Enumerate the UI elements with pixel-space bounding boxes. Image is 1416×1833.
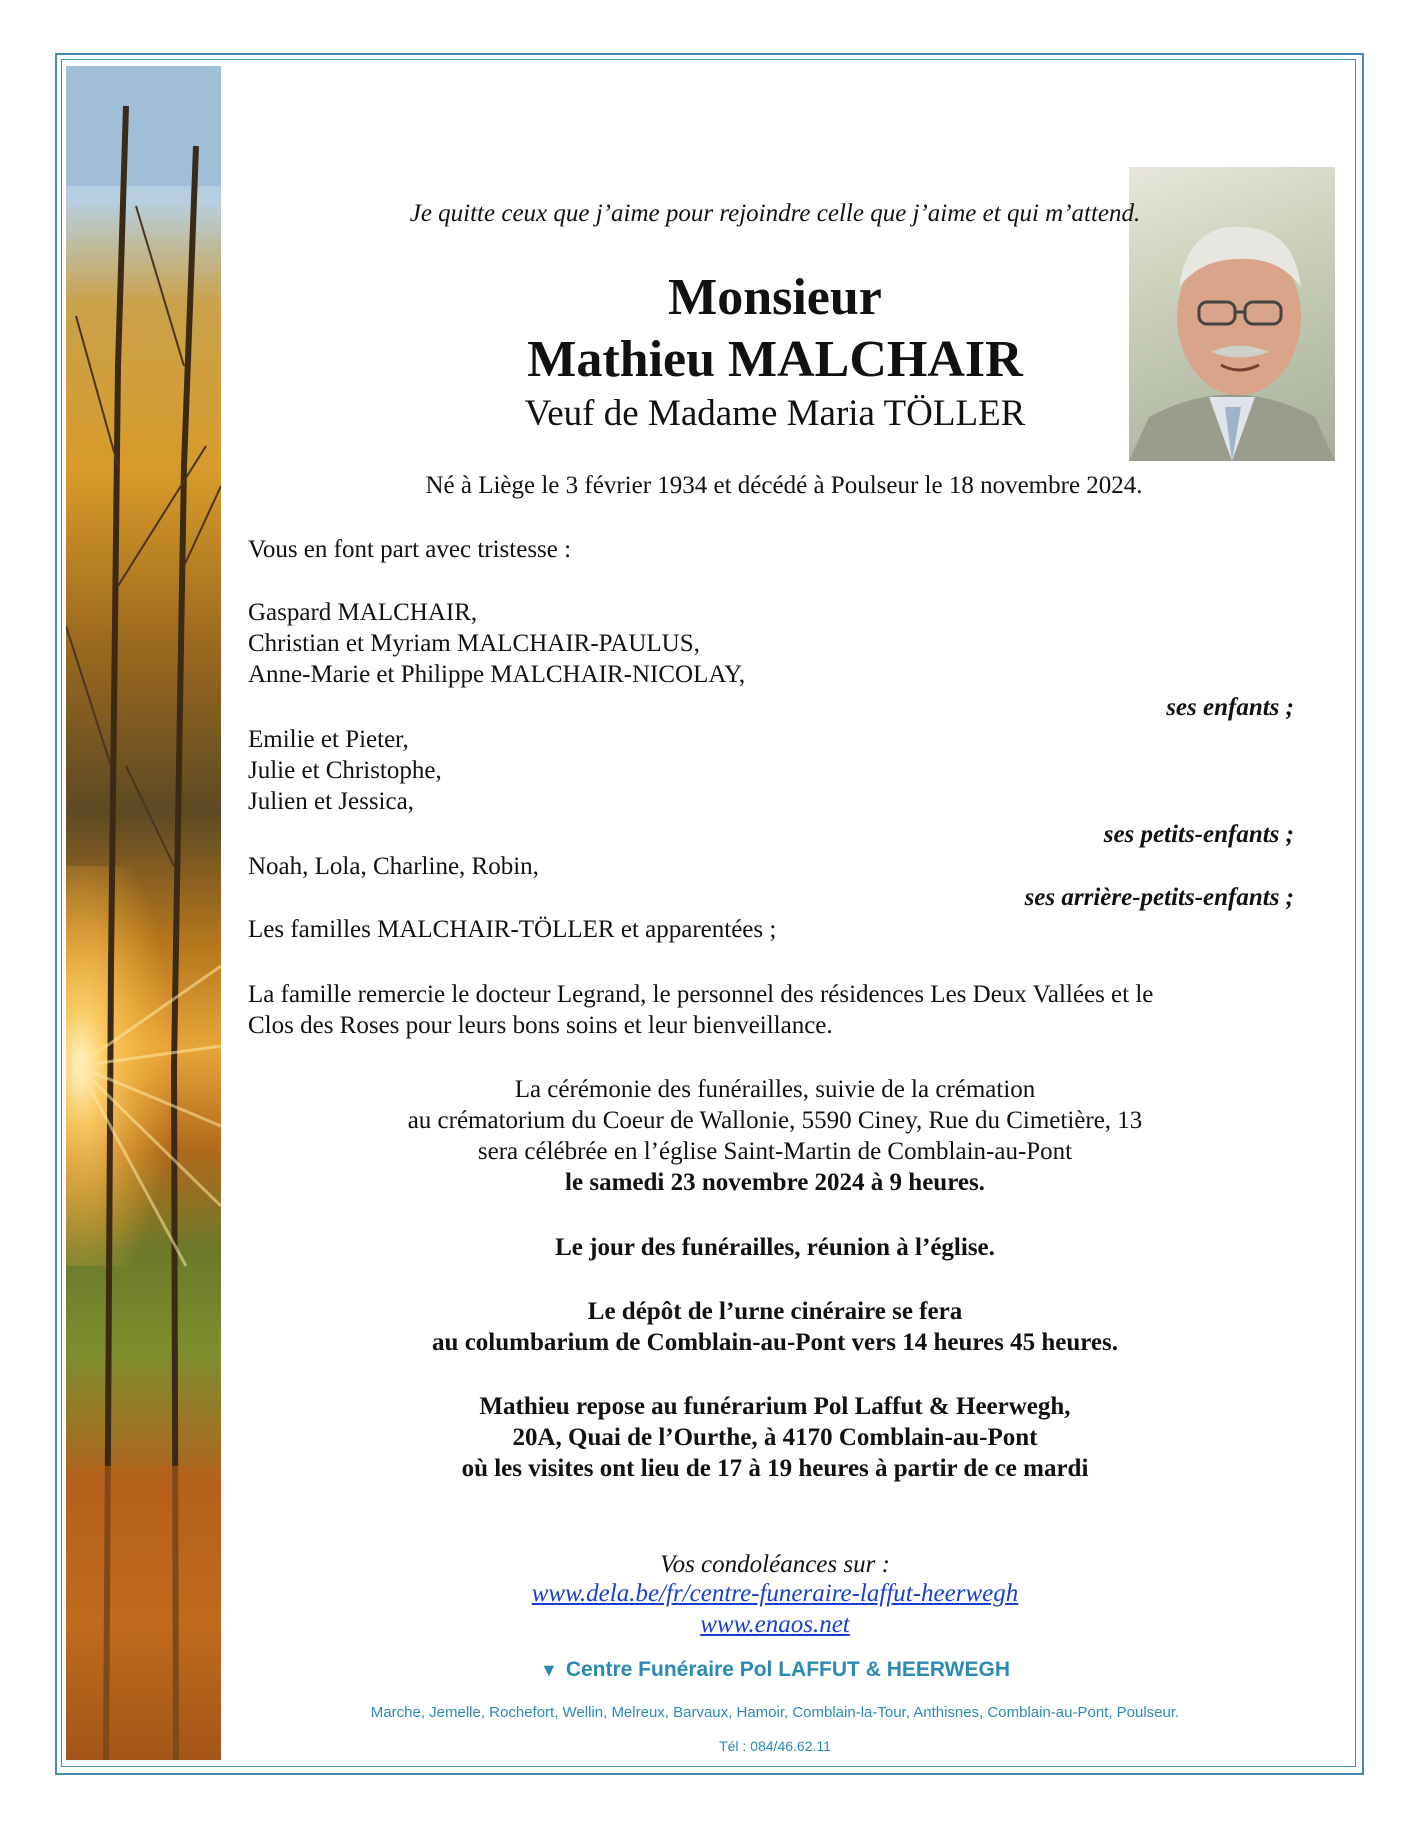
title-civility: Monsieur	[668, 269, 882, 326]
meeting-line: Le jour des funérailles, réunion à l’église.	[555, 1234, 995, 1261]
urn-line-2: au columbarium de Comblain-au-Pont vers 14 heures 45 heures.	[432, 1329, 1118, 1356]
grandchild-2: Julie et Christophe,	[248, 757, 442, 784]
grandchild-3: Julien et Jessica,	[248, 788, 414, 815]
urn-line-1: Le dépôt de l’urne cinéraire se fera	[587, 1298, 963, 1325]
child-3: Anne-Marie et Philippe MALCHAIR-NICOLAY,	[248, 661, 746, 688]
ceremony-line-1: La cérémonie des funérailles, suivie de la crémation	[514, 1076, 1036, 1103]
deceased-name: Mathieu MALCHAIR	[527, 331, 1023, 388]
rest-line-2: 20A, Quai de l’Ourthe, à 4170 Comblain-au-Pont	[512, 1424, 1038, 1451]
footer-company-name: Centre Funéraire Pol LAFFUT & HEERWEGH	[565, 1658, 1010, 1681]
footer-company	[230, 1658, 1320, 1682]
condolences-label: Vos condoléances sur :	[660, 1551, 890, 1578]
grandchildren-label: ses petits-enfants ;	[1103, 821, 1294, 848]
autumn-forest-photo	[66, 66, 221, 1760]
footer-locations: Marche, Jemelle, Rochefort, Wellin, Melreux, Barvaux, Hamoir, Comblain-la-Tour, Anthisnes, Comblain-au-Pont, Poulseur.	[370, 1704, 1180, 1721]
condolences-link-enaos[interactable]: www.enaos.net	[700, 1611, 850, 1638]
great-grandchildren-label: ses arrière-petits-enfants ;	[1024, 884, 1294, 911]
ceremony-line-2: au crématorium du Coeur de Wallonie, 5590 Ciney, Rue du Cimetière, 13	[407, 1107, 1143, 1134]
child-2: Christian et Myriam MALCHAIR-PAULUS,	[248, 630, 700, 657]
great-grandchildren: Noah, Lola, Charline, Robin,	[248, 853, 539, 880]
birth-death-line: Né à Liège le 3 février 1934 et décédé à Poulseur le 18 novembre 2024.	[425, 472, 1143, 499]
condolences-link-dela[interactable]: www.dela.be/fr/centre-funeraire-laffut-heerwegh	[531, 1580, 1019, 1607]
rest-line-3: où les visites ont lieu de 17 à 19 heures à partir de ce mardi	[461, 1455, 1089, 1482]
thanks-line-2: Clos des Roses pour leurs bons soins et leur bienveillance.	[248, 1012, 833, 1039]
widow-line: Veuf de Madame Maria TÖLLER	[524, 393, 1026, 434]
thanks-line-1: La famille remercie le docteur Legrand, le personnel des résidences Les Deux Vallées et le	[248, 981, 1154, 1008]
grandchild-1: Emilie et Pieter,	[248, 726, 409, 753]
families-line: Les familles MALCHAIR-TÖLLER et apparentées ;	[248, 916, 777, 943]
quote-text: Je quitte ceux que j’aime pour rejoindre celle que j’aime et qui m’attend.	[409, 200, 1141, 227]
footer-phone: Tél : 084/46.62.11	[719, 1738, 831, 1754]
rest-line-1: Mathieu repose au funérarium Pol Laffut & Heerwegh,	[479, 1393, 1071, 1420]
announce-line: Vous en font part avec tristesse :	[248, 536, 572, 563]
children-label: ses enfants ;	[1166, 694, 1294, 721]
child-1: Gaspard MALCHAIR,	[248, 599, 478, 626]
ceremony-date: le samedi 23 novembre 2024 à 9 heures.	[565, 1169, 985, 1196]
ceremony-line-3: sera célébrée en l’église Saint-Martin de Comblain-au-Pont	[477, 1138, 1073, 1165]
triangle-down-icon: ▼	[540, 1660, 558, 1680]
